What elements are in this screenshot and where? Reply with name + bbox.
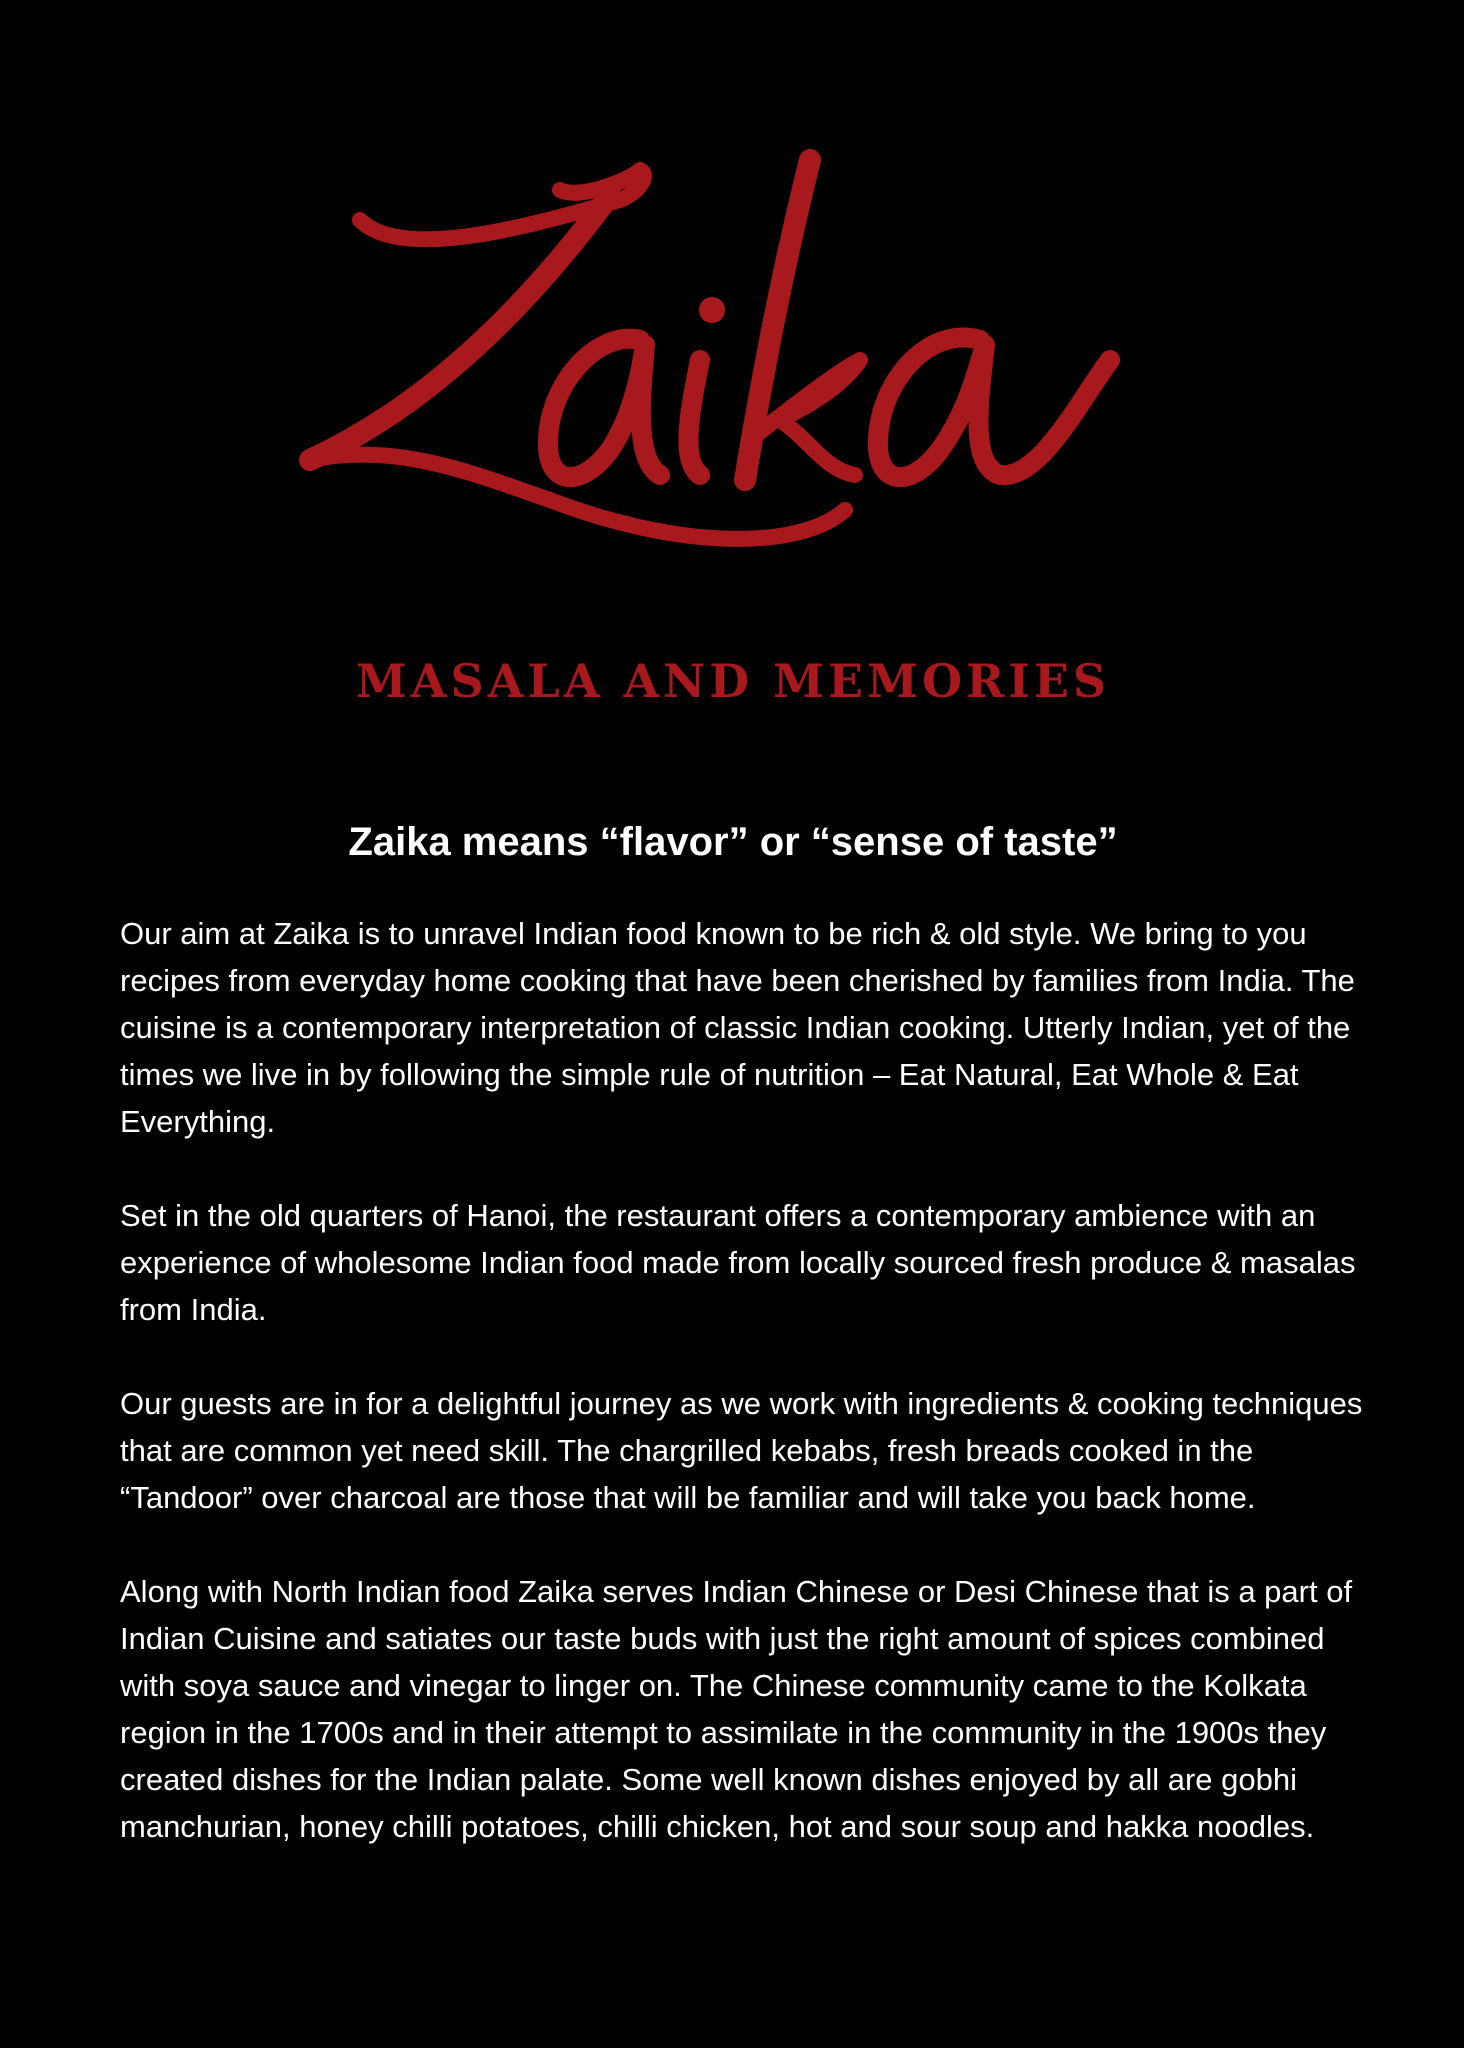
brand-tagline: MASALA AND MEMORIES [355, 654, 1111, 708]
body-text [120, 910, 1370, 1897]
zaika-logo [280, 140, 1200, 620]
paragraph-journey: Our guests are in for a delightful journey as we work with ingredients & cooking techniques that are common yet need skill. The chargrilled kebabs, fresh breads cooked in the “Tandoor” over charcoal are those that will be familiar and will take you back home. [120, 1386, 1363, 1515]
paragraph-intro: Our aim at Zaika is to unravel Indian food known to be rich & old style. We bring to you recipes from everyday home cooking that have been cherished by families from India. The cuisine is a contemporary interpretation of classic Indian cooking. Utterly Indian, yet of the times we live in by following the simple rule of nutrition – Eat Natural, Eat Whole & Eat Everything. [120, 916, 1355, 1139]
paragraph-location: Set in the old quarters of Hanoi, the restaurant offers a contemporary ambience with an experience of wholesome Indian food made from locally sourced fresh produce & masalas from India. [120, 1198, 1356, 1327]
paragraph-indo-chinese: Along with North Indian food Zaika serves Indian Chinese or Desi Chinese that is a part of Indian Cuisine and satiates our taste buds with just the right amount of spices combined with soya sauce and vinegar to linger on. The Chinese community came to the Kolkata region in the 1700s and in their attempt to assimilate in the community in the 1900s they created dishes for the Indian palate. Some well known dishes enjoyed by all are gobhi manchurian, honey chilli potatoes, chilli chicken, hot and sour soup and hakka noodles. [120, 1574, 1353, 1844]
page-heading: Zaika means “flavor” or “sense of taste” [348, 820, 1118, 864]
